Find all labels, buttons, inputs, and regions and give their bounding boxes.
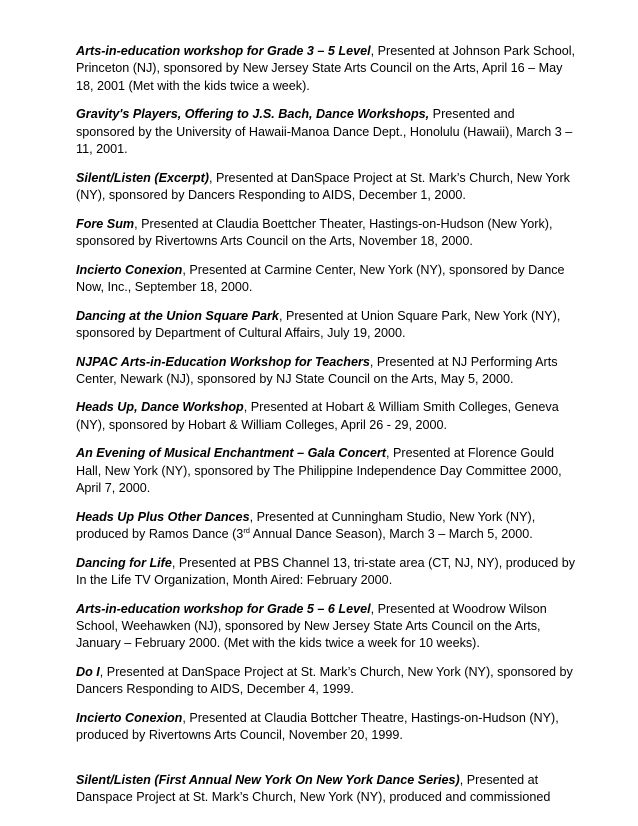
- list-item: [76, 555, 576, 590]
- list-item: [76, 216, 576, 251]
- entry-text: , Presented at Hobart & William Smith Colleges, Geneva (NY), sponsored by Hobart & William Colleges, April 26 - 29, 2000.: [76, 400, 559, 432]
- entry-text: , Presented at Union Square Park, New York (NY), sponsored by Department of Cultural Affairs, July 19, 2000.: [76, 308, 561, 340]
- entry-text: , Presented at Claudia Boettcher Theater, Hastings-on-Hudson (New York), sponsored by Rivertowns Arts Council on the Arts, November 18, 2000.: [76, 216, 553, 248]
- entry-title: Dancing at the Union Square Park: [76, 308, 279, 323]
- entry-title: Arts-in-education workshop for Grade 3 – 5 Level: [76, 44, 371, 58]
- list-item: [76, 664, 576, 699]
- entry-text: , Presented at DanSpace Project at St. Mark’s Church, New York (NY), sponsored by Dancers Responding to AIDS, December 4, 1999.: [76, 665, 573, 697]
- list-item: [76, 43, 576, 95]
- entry-title: Fore Sum: [76, 216, 135, 231]
- document-page: [76, 43, 576, 818]
- list-item: [76, 509, 576, 544]
- entry-text: , Presented at NJ Performing Arts Center, Newark (NJ), sponsored by NJ State Council on the Arts, May 5, 2000.: [76, 354, 558, 386]
- entry-title: Do I: [76, 665, 100, 679]
- list-item: [76, 354, 576, 389]
- entry-title: Heads Up, Dance Workshop: [76, 400, 244, 415]
- entry-text: , Presented at Florence Gould Hall, New York (NY), sponsored by The Philippine Independence Day Committee 2000, April 7, 2000.: [76, 446, 562, 496]
- entry-text: , Presented at PBS Channel 13, tri-state area (CT, NJ, NY), produced by In the Life TV Organization, Month Aired: February 2000.: [76, 555, 576, 588]
- ordinal-suffix: rd: [243, 526, 250, 536]
- list-item: [76, 106, 576, 158]
- entry-text: , Presented at Carmine Center, New York (NY), sponsored by Dance Now, Inc., September 18, 2000.: [76, 262, 565, 294]
- list-item: [76, 772, 576, 807]
- list-item: [76, 601, 576, 653]
- entry-text: Presented and sponsored by the University of Hawaii-Manoa Dance Dept., Honolulu (Hawaii), March 3 – 11, 2001.: [76, 107, 573, 156]
- list-item: [76, 710, 576, 745]
- list-item: [76, 308, 576, 343]
- list-item: [76, 445, 576, 497]
- entry-title: Gravity's Players, Offering to J.S. Bach, Dance Workshops,: [76, 107, 430, 122]
- entry-title: Dancing for Life: [76, 555, 172, 570]
- entry-title: Heads Up Plus Other Dances: [76, 509, 250, 524]
- entry-title: Silent/Listen (Excerpt): [76, 170, 209, 185]
- entry-title: An Evening of Musical Enchantment – Gala Concert: [76, 446, 387, 461]
- entry-text: Annual Dance Season), March 3 – March 5, 2000.: [249, 527, 533, 542]
- entry-title: Incierto Conexion: [76, 262, 183, 277]
- entry-title: Arts-in-education workshop for Grade 5 – 6 Level: [76, 601, 371, 616]
- entry-text: , Presented at Woodrow Wilson School, Weehawken (NJ), sponsored by New Jersey State Arts Council on the Arts, January – February 2000. (Met with the kids twice a week for 10 weeks).: [76, 601, 547, 651]
- entry-title: Incierto Conexion: [76, 710, 183, 725]
- entry-title: NJPAC Arts-in-Education Workshop for Teachers: [76, 354, 370, 369]
- entry-title: Silent/Listen (First Annual New York On New York Dance Series): [76, 772, 460, 787]
- list-item: [76, 170, 576, 205]
- entry-text: , Presented at Danspace Project at St. Mark’s Church, New York (NY), produced and commissioned: [76, 772, 551, 804]
- entry-text: , Presented at Cunningham Studio, New York (NY), produced by Ramos Dance (3: [76, 509, 536, 542]
- entry-text: , Presented at Johnson Park School, Princeton (NJ), sponsored by New Jersey State Arts Council on the Arts, April 16 – May 18, 2001 (Met with the kids twice a week).: [76, 44, 576, 93]
- entry-text: , Presented at Claudia Bottcher Theatre, Hastings-on-Hudson (NY), produced by Rivertowns Arts Council, November 20, 1999.: [76, 710, 559, 743]
- list-item: [76, 399, 576, 434]
- entry-text: , Presented at DanSpace Project at St. Mark’s Church, New York (NY), sponsored by Dancers Responding to AIDS, December 1, 2000.: [76, 170, 570, 202]
- list-item: [76, 262, 576, 297]
